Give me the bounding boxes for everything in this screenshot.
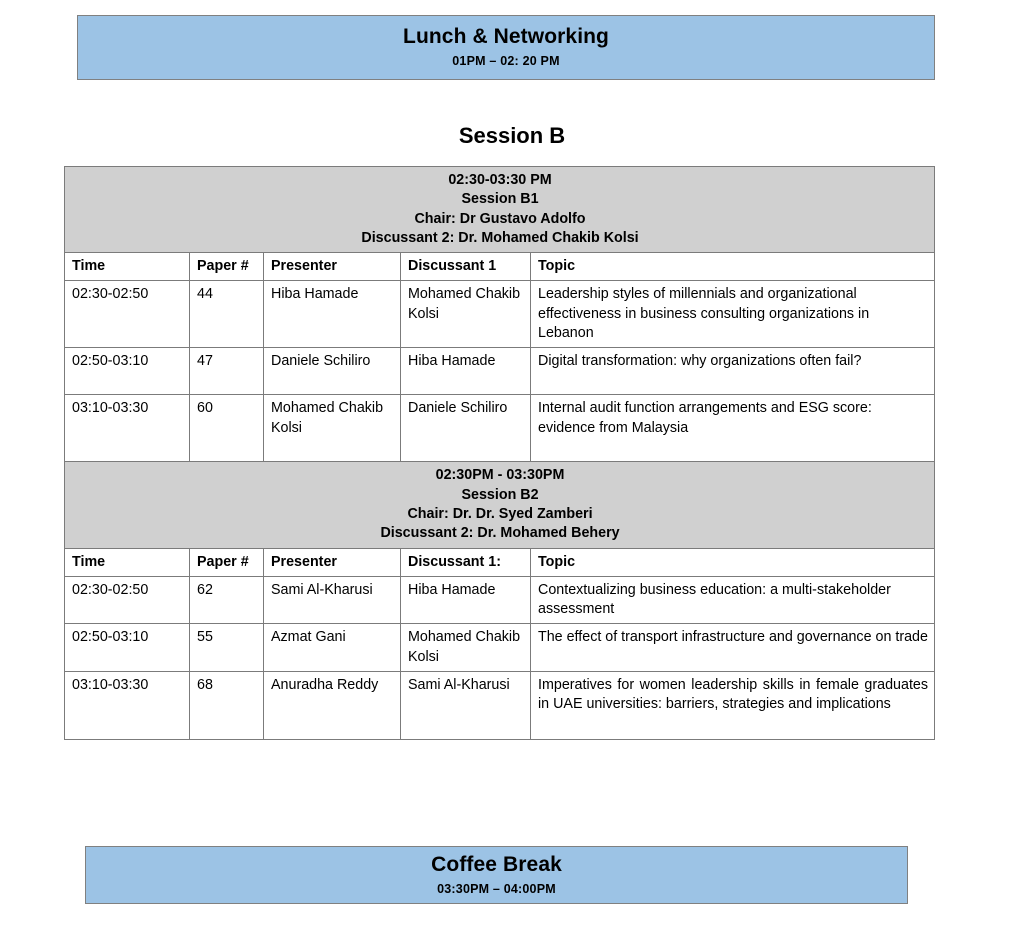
coffee-banner-title: Coffee Break — [431, 852, 562, 876]
cell-presenter: Anuradha Reddy — [264, 672, 401, 740]
cell-presenter: Daniele Schiliro — [264, 348, 401, 395]
table-row — [65, 672, 935, 740]
session-b2-info-row — [65, 462, 935, 548]
cell-presenter: Hiba Hamade — [264, 281, 401, 348]
session-b1-name: Session B1 — [461, 191, 539, 208]
table-row — [65, 576, 935, 624]
column-header-topic: Topic — [531, 253, 935, 281]
cell-topic: Imperatives for women leadership skills in female graduates in UAE universities: barriers, strategies and implications — [531, 672, 935, 740]
session-b1-discussant2: Discussant 2: Dr. Mohamed Chakib Kolsi — [361, 229, 639, 246]
cell-time: 03:10-03:30 — [65, 395, 190, 462]
cell-topic: Leadership styles of millennials and organizational effectiveness in business consulting organizations in Lebanon — [531, 281, 935, 348]
cell-presenter: Mohamed Chakib Kolsi — [264, 395, 401, 462]
cell-time: 02:30-02:50 — [65, 576, 190, 624]
session-b2-chair: Chair: Dr. Dr. Syed Zamberi — [407, 505, 593, 522]
column-header-time: Time — [65, 253, 190, 281]
session-b1-info-row — [65, 167, 935, 253]
column-header-presenter: Presenter — [264, 253, 401, 281]
cell-discussant: Mohamed Chakib Kolsi — [401, 281, 531, 348]
column-header-topic: Topic — [531, 548, 935, 576]
cell-paper: 55 — [190, 624, 264, 672]
session-b2-name: Session B2 — [461, 486, 539, 503]
session-b2-info-cell — [65, 462, 935, 548]
column-header-paper: Paper # — [190, 548, 264, 576]
cell-discussant: Hiba Hamade — [401, 576, 531, 624]
cell-topic: Contextualizing business education: a multi-stakeholder assessment — [531, 576, 935, 624]
table-row — [65, 395, 935, 462]
cell-time: 02:50-03:10 — [65, 624, 190, 672]
cell-discussant: Sami Al-Kharusi — [401, 672, 531, 740]
column-header-presenter: Presenter — [264, 548, 401, 576]
table-row — [65, 624, 935, 672]
coffee-break-banner — [85, 846, 908, 904]
column-header-time: Time — [65, 548, 190, 576]
cell-time: 02:30-02:50 — [65, 281, 190, 348]
session-b2-time: 02:30PM - 03:30PM — [435, 467, 565, 484]
session-b-schedule-table — [64, 166, 935, 740]
lunch-banner-time: 01PM – 02: 20 PM — [452, 54, 560, 69]
page-title: Session B — [458, 123, 566, 148]
column-header-discussant: Discussant 1 — [401, 253, 531, 281]
cell-discussant: Daniele Schiliro — [401, 395, 531, 462]
table-row — [65, 348, 935, 395]
cell-presenter: Azmat Gani — [264, 624, 401, 672]
session-b1-header-row — [65, 253, 935, 281]
lunch-break-banner — [77, 15, 935, 80]
cell-topic: Internal audit function arrangements and ESG score: evidence from Malaysia — [531, 395, 935, 462]
session-b1-info-cell — [65, 167, 935, 253]
column-header-discussant: Discussant 1: — [401, 548, 531, 576]
cell-paper: 62 — [190, 576, 264, 624]
cell-time: 03:10-03:30 — [65, 672, 190, 740]
session-b1-time: 02:30-03:30 PM — [448, 172, 552, 188]
cell-paper: 44 — [190, 281, 264, 348]
cell-topic: The effect of transport infrastructure and governance on trade — [531, 624, 935, 672]
session-b2-header-row — [65, 548, 935, 576]
cell-paper: 68 — [190, 672, 264, 740]
session-b1-chair: Chair: Dr Gustavo Adolfo — [414, 210, 586, 227]
cell-paper: 47 — [190, 348, 264, 395]
session-b2-discussant2: Discussant 2: Dr. Mohamed Behery — [380, 525, 620, 542]
cell-discussant: Hiba Hamade — [401, 348, 531, 395]
column-header-paper: Paper # — [190, 253, 264, 281]
cell-presenter: Sami Al-Kharusi — [264, 576, 401, 624]
cell-time: 02:50-03:10 — [65, 348, 190, 395]
coffee-banner-time: 03:30PM – 04:00PM — [437, 881, 556, 896]
cell-discussant: Mohamed Chakib Kolsi — [401, 624, 531, 672]
cell-topic: Digital transformation: why organizations often fail? — [531, 348, 935, 395]
table-row — [65, 281, 935, 348]
lunch-banner-title: Lunch & Networking — [403, 25, 609, 49]
cell-paper: 60 — [190, 395, 264, 462]
